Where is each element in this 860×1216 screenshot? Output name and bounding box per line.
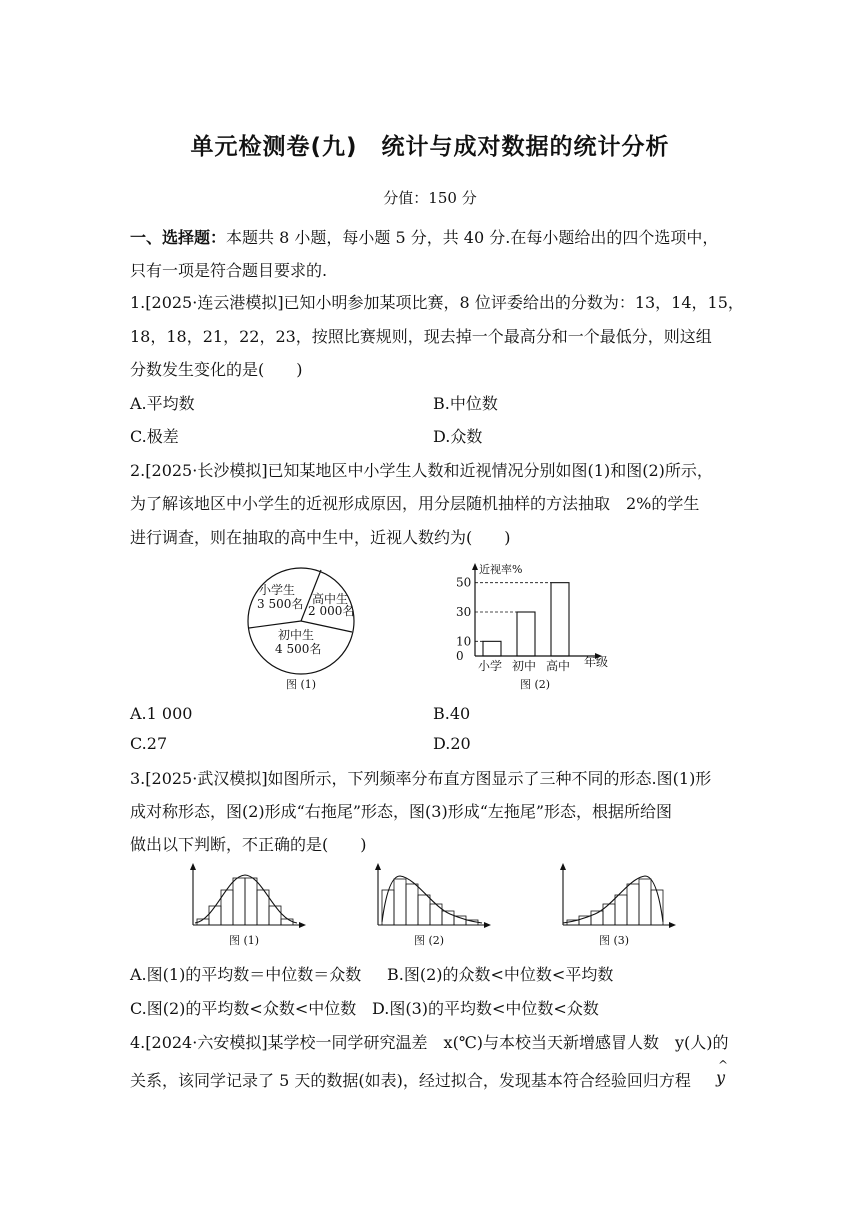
q4-yhat: y xyxy=(716,1068,726,1087)
bar-0 xyxy=(483,641,501,656)
page-title: 单元检测卷(九) 统计与成对数据的统计分析 xyxy=(190,134,670,160)
hist1-x-arrow xyxy=(299,922,306,928)
pie-value-middle: 4 500名 xyxy=(275,642,322,656)
q2-line-2: 为了解该地区中小学生的近视形成原因，用分层随机抽样的方法抽取 2%的学生 xyxy=(130,494,700,513)
score-line: 分值：150 分 xyxy=(383,189,477,207)
hist2-caption: 图 (2) xyxy=(414,934,445,947)
bar-y-tick: 0 xyxy=(456,649,464,663)
q2-option-d: D.20 xyxy=(433,734,471,753)
q3-option-a: A.图(1)的平均数＝中位数＝众数 xyxy=(130,965,362,984)
bar-category-0: 小学 xyxy=(478,659,503,673)
q4-hat-symbol: ^ xyxy=(718,1058,729,1072)
bar-marks xyxy=(456,576,570,673)
hist3-bar xyxy=(615,895,627,925)
pie-value-primary: 3 500名 xyxy=(257,597,304,611)
histogram-1 xyxy=(185,862,310,952)
section-heading: 一、选择题： xyxy=(130,228,227,247)
q3-line-3: 做出以下判断，不正确的是( ) xyxy=(130,835,367,854)
section-instructions-2: 只有一项是符合题目要求的. xyxy=(130,261,328,280)
q2-option-b: B.40 xyxy=(433,704,471,723)
histogram-3 xyxy=(555,862,680,952)
hist3-bar xyxy=(639,879,651,925)
hist3-caption: 图 (3) xyxy=(599,934,630,947)
hist1-bar xyxy=(233,878,245,925)
q1-option-d: D.众数 xyxy=(433,427,483,446)
q1-line-3: 分数发生变化的是( ) xyxy=(130,360,303,379)
pie-divider-3 xyxy=(249,621,301,628)
pie-label-high: 高中生 xyxy=(312,592,349,606)
pie-value-high: 2 000名 xyxy=(308,604,355,618)
q1-option-c: C.极差 xyxy=(130,427,179,446)
hist1-curve xyxy=(195,875,297,923)
bar-caption: 图 (2) xyxy=(520,678,551,691)
pie-label-primary: 小学生 xyxy=(259,583,296,597)
hist2-bar xyxy=(406,884,418,925)
bar-y-tick: 10 xyxy=(456,634,472,649)
hist1-caption: 图 (1) xyxy=(229,934,260,947)
hist3-curve xyxy=(563,876,663,923)
q1-option-a: A.平均数 xyxy=(130,394,195,413)
bar-y-tick: 50 xyxy=(456,575,472,590)
section-instructions: 本题共 8 小题，每小题 5 分，共 40 分.在每小题给出的四个选项中， xyxy=(226,228,719,247)
histogram-2 xyxy=(370,862,495,952)
q2-option-a: A.1 000 xyxy=(130,704,193,723)
q3-option-d: D.图(3)的平均数<中位数<众数 xyxy=(372,999,599,1018)
q4-line-1: 4.[2024·六安模拟]某学校一同学研究温差 x(℃)与本校当天新增感冒人数 y(人)的 xyxy=(130,1033,729,1052)
hist3-bar xyxy=(627,884,639,925)
bar-category-2: 高中 xyxy=(546,659,571,673)
section-heading-line xyxy=(130,225,718,248)
q2-option-c: C.27 xyxy=(130,734,168,753)
hist2-bar xyxy=(394,879,406,925)
q4-line-2: 关系，该同学记录了 5 天的数据(如表)，经过拟合，发现基本符合经验回归方程 xyxy=(130,1071,691,1090)
q1-line-1: 1.[2025·连云港模拟]已知小明参加某项比赛，8 位评委给出的分数为：13，14，15， xyxy=(130,293,744,312)
hist2-bar xyxy=(418,895,430,925)
bar-figure xyxy=(450,560,620,695)
hist1-bar xyxy=(209,906,221,925)
q2-line-3: 进行调查，则在抽取的高中生中，近视人数约为( ) xyxy=(130,528,511,547)
q1-option-b: B.中位数 xyxy=(433,394,498,413)
hist3-y-arrow xyxy=(560,863,566,870)
q3-option-c: C.图(2)的平均数<众数<中位数 xyxy=(130,999,357,1018)
q3-line-2: 成对称形态，图(2)形成“右拖尾”形态，图(3)形成“左拖尾”形态，根据所给图 xyxy=(130,802,673,821)
hist2-curve xyxy=(382,876,482,923)
q3-option-b: B.图(2)的众数<中位数<平均数 xyxy=(387,965,614,984)
q2-line-1: 2.[2025·长沙模拟]已知某地区中小学生人数和近视情况分别如图(1)和图(2)所示， xyxy=(130,461,713,480)
bar-y-label: 近视率% xyxy=(479,563,523,576)
hist1-bar xyxy=(281,919,293,925)
hist1-bar xyxy=(269,906,281,925)
bar-category-1: 初中 xyxy=(512,659,537,673)
hist3-x-arrow xyxy=(669,922,676,928)
bar-1 xyxy=(517,612,535,656)
pie-label-middle: 初中生 xyxy=(278,628,315,642)
q3-line-1: 3.[2025·武汉模拟]如图所示，下列频率分布直方图显示了三种不同的形态.图(1)形 xyxy=(130,769,712,788)
hist1-y-arrow xyxy=(190,863,196,870)
pie-figure xyxy=(240,560,370,695)
bar-x-label: 年级 xyxy=(584,655,609,669)
bar-2 xyxy=(551,583,569,656)
q1-line-2: 18，18，21，22，23，按照比赛规则，现去掉一个最高分和一个最低分，则这组 xyxy=(130,327,712,346)
hist2-y-arrow xyxy=(375,863,381,870)
pie-caption: 图 (1) xyxy=(286,678,317,691)
bar-y-arrow xyxy=(472,563,478,570)
hist1-bar xyxy=(245,878,257,925)
bar-y-tick: 30 xyxy=(456,605,472,619)
hist2-x-arrow xyxy=(484,922,491,928)
